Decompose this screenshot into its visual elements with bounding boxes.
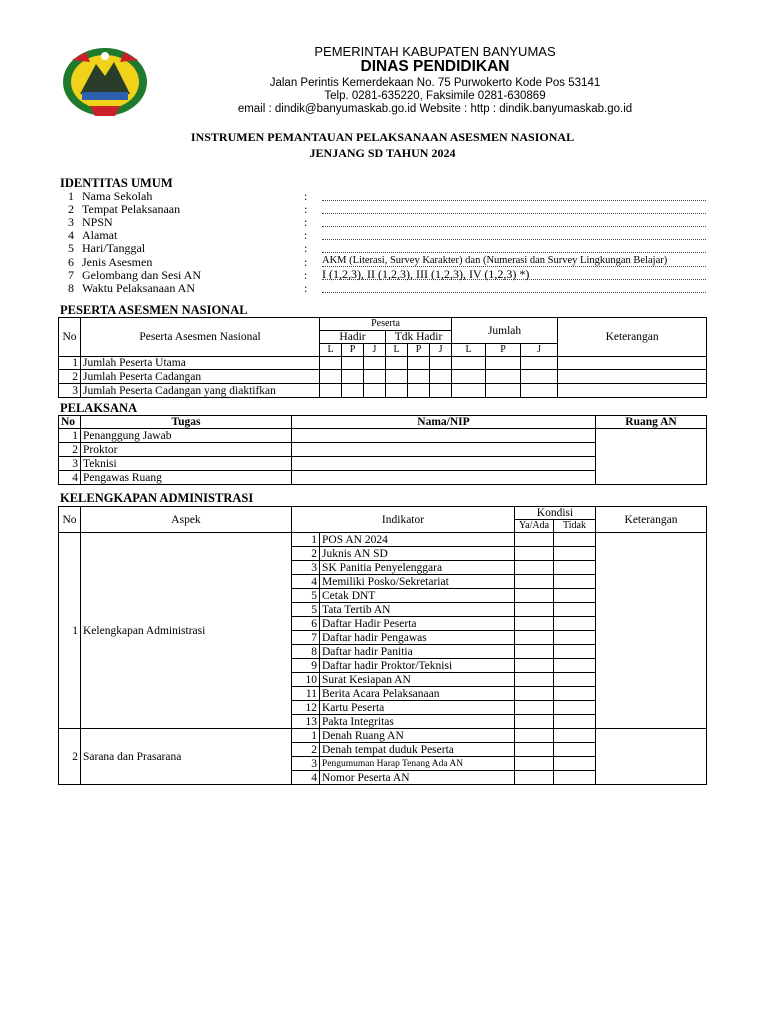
col-no: No bbox=[59, 416, 81, 429]
row-label: Proktor bbox=[81, 443, 292, 457]
tidak-cell[interactable] bbox=[554, 771, 596, 785]
ya-ada-cell[interactable] bbox=[515, 589, 554, 603]
sub-l: L bbox=[386, 344, 408, 357]
cell[interactable] bbox=[558, 384, 707, 398]
row-number: 6 bbox=[68, 255, 74, 269]
cell[interactable] bbox=[521, 384, 558, 398]
colon: : bbox=[304, 189, 308, 203]
cell[interactable] bbox=[521, 370, 558, 384]
cell[interactable] bbox=[386, 384, 408, 398]
col-peserta: Peserta bbox=[320, 318, 452, 331]
header-phone: Telp. 0281-635220, Faksimile 0281-630869 bbox=[324, 90, 546, 102]
row-number: 2 bbox=[68, 202, 74, 216]
section-kelengkapan: KELENGKAPAN ADMINISTRASI bbox=[60, 491, 254, 505]
tidak-cell[interactable] bbox=[554, 715, 596, 729]
tidak-cell[interactable] bbox=[554, 603, 596, 617]
col-tugas: Tugas bbox=[81, 416, 292, 429]
cell[interactable] bbox=[486, 357, 521, 370]
tidak-cell[interactable] bbox=[554, 659, 596, 673]
tidak-cell[interactable] bbox=[554, 561, 596, 575]
section-pelaksana: PELAKSANA bbox=[60, 401, 138, 415]
col-indikator: Indikator bbox=[292, 507, 515, 533]
table-row bbox=[59, 729, 707, 743]
peserta-table bbox=[58, 317, 707, 398]
tidak-cell[interactable] bbox=[554, 757, 596, 771]
ya-ada-cell[interactable] bbox=[515, 701, 554, 715]
tidak-cell[interactable] bbox=[554, 617, 596, 631]
cell[interactable] bbox=[452, 370, 486, 384]
indikator-number: 10 bbox=[292, 673, 320, 687]
ya-ada-cell[interactable] bbox=[515, 603, 554, 617]
nama-nip-cell[interactable] bbox=[292, 471, 596, 485]
ya-ada-cell[interactable] bbox=[515, 575, 554, 589]
indikator-number: 4 bbox=[292, 771, 320, 785]
col-kondisi: Kondisi bbox=[515, 507, 596, 520]
sub-j: J bbox=[521, 344, 558, 357]
row-label: Jenis Asesmen bbox=[82, 255, 153, 269]
indikator-label: Pakta Integritas bbox=[320, 715, 515, 729]
indikator-number: 4 bbox=[292, 575, 320, 589]
table-row bbox=[59, 357, 707, 370]
row-label: Tempat Pelaksanaan bbox=[82, 202, 181, 216]
ya-ada-cell[interactable] bbox=[515, 547, 554, 561]
tidak-cell[interactable] bbox=[554, 687, 596, 701]
indikator-label: Daftar hadir Proktor/Teknisi bbox=[320, 659, 515, 673]
colon: : bbox=[304, 281, 308, 295]
tempat-field[interactable] bbox=[322, 203, 706, 214]
sub-l: L bbox=[320, 344, 342, 357]
section-peserta: PESERTA ASESMEN NASIONAL bbox=[60, 303, 248, 317]
tidak-cell[interactable] bbox=[554, 533, 596, 547]
cell[interactable] bbox=[486, 384, 521, 398]
row-label: Hari/Tanggal bbox=[82, 241, 146, 255]
row-number: 1 bbox=[59, 357, 81, 370]
sub-p: P bbox=[342, 344, 364, 357]
indikator-number: 1 bbox=[292, 729, 320, 743]
tidak-cell[interactable] bbox=[554, 547, 596, 561]
table-row bbox=[59, 429, 707, 443]
row-label: Jumlah Peserta Cadangan bbox=[81, 370, 320, 384]
tidak-cell[interactable] bbox=[554, 743, 596, 757]
header-email: email : dindik@banyumaskab.go.id Website : http : dindik.banyumaskab.go.id bbox=[237, 103, 633, 115]
cell[interactable] bbox=[342, 384, 364, 398]
tidak-cell[interactable] bbox=[554, 673, 596, 687]
cell[interactable] bbox=[430, 370, 452, 384]
col-jumlah: Jumlah bbox=[452, 318, 558, 344]
colon: : bbox=[304, 228, 308, 242]
cell[interactable] bbox=[320, 370, 342, 384]
colon: : bbox=[304, 202, 308, 216]
cell[interactable] bbox=[320, 357, 342, 370]
ya-ada-cell[interactable] bbox=[515, 659, 554, 673]
ya-ada-cell[interactable] bbox=[515, 631, 554, 645]
row-label: NPSN bbox=[82, 215, 113, 229]
indikator-number: 5 bbox=[292, 589, 320, 603]
col-ya-ada: Ya/Ada bbox=[515, 520, 554, 533]
indikator-number: 2 bbox=[292, 743, 320, 757]
tidak-cell[interactable] bbox=[554, 575, 596, 589]
col-keterangan: Keterangan bbox=[596, 507, 707, 533]
sub-l: L bbox=[452, 344, 486, 357]
table-row bbox=[59, 533, 707, 547]
row-label: Nama Sekolah bbox=[82, 189, 153, 203]
hari-tanggal-field[interactable] bbox=[322, 242, 706, 253]
row-number: 7 bbox=[68, 268, 74, 282]
row-label: Pengawas Ruang bbox=[81, 471, 292, 485]
nama-sekolah-field[interactable] bbox=[322, 190, 706, 201]
cell[interactable] bbox=[342, 370, 364, 384]
header-line-1: PEMERINTAH KABUPATEN BANYUMAS bbox=[314, 44, 556, 59]
col-no: No bbox=[59, 318, 81, 357]
doc-title-1: INSTRUMEN PEMANTAUAN PELAKSANAAN ASESMEN NASIONAL bbox=[190, 130, 575, 144]
ya-ada-cell[interactable] bbox=[515, 561, 554, 575]
colon: : bbox=[304, 241, 308, 255]
row-label: Waktu Pelaksanaan AN bbox=[82, 281, 196, 295]
cell[interactable] bbox=[430, 357, 452, 370]
colon: : bbox=[304, 215, 308, 229]
sub-j: J bbox=[430, 344, 452, 357]
ya-ada-cell[interactable] bbox=[515, 687, 554, 701]
indikator-label: Denah Ruang AN bbox=[320, 729, 515, 743]
table-row bbox=[59, 370, 707, 384]
header-address: Jalan Perintis Kemerdekaan No. 75 Purwokerto Kode Pos 53141 bbox=[269, 77, 601, 89]
ruang-an-cell[interactable] bbox=[596, 429, 707, 485]
ya-ada-cell[interactable] bbox=[515, 645, 554, 659]
waktu-field[interactable] bbox=[322, 282, 706, 293]
keterangan-cell[interactable] bbox=[596, 729, 707, 785]
sub-p: P bbox=[408, 344, 430, 357]
ya-ada-cell[interactable] bbox=[515, 743, 554, 757]
cell[interactable] bbox=[558, 370, 707, 384]
banyumas-logo-icon bbox=[60, 42, 150, 120]
row-number: 5 bbox=[68, 241, 74, 255]
indikator-label: Pengumuman Harap Tenang Ada AN bbox=[320, 757, 515, 771]
col-keterangan: Keterangan bbox=[558, 318, 707, 357]
col-nama-nip: Nama/NIP bbox=[292, 416, 596, 429]
row-number: 1 bbox=[68, 189, 74, 203]
row-number: 1 bbox=[59, 429, 81, 443]
table-row bbox=[59, 384, 707, 398]
cell[interactable] bbox=[521, 357, 558, 370]
colon: : bbox=[304, 268, 308, 282]
jenis-asesmen-field[interactable]: AKM (Literasi, Survey Karakter) dan (Numerasi dan Survey Lingkungan Belajar) bbox=[322, 256, 706, 267]
tidak-cell[interactable] bbox=[554, 729, 596, 743]
indikator-number: 1 bbox=[292, 533, 320, 547]
indikator-number: 2 bbox=[292, 547, 320, 561]
section-identitas: IDENTITAS UMUM bbox=[60, 176, 173, 190]
cell[interactable] bbox=[408, 384, 430, 398]
row-number: 4 bbox=[68, 228, 74, 242]
row-label: Alamat bbox=[82, 228, 118, 242]
indikator-label: Denah tempat duduk Peserta bbox=[320, 743, 515, 757]
cell[interactable] bbox=[364, 384, 386, 398]
ya-ada-cell[interactable] bbox=[515, 729, 554, 743]
ya-ada-cell[interactable] bbox=[515, 757, 554, 771]
cell[interactable] bbox=[408, 370, 430, 384]
ya-ada-cell[interactable] bbox=[515, 771, 554, 785]
row-number: 3 bbox=[59, 457, 81, 471]
row-number: 3 bbox=[68, 215, 74, 229]
ya-ada-cell[interactable] bbox=[515, 533, 554, 547]
doc-title-2: JENJANG SD TAHUN 2024 bbox=[309, 146, 456, 160]
cell[interactable] bbox=[386, 357, 408, 370]
row-number: 2 bbox=[59, 370, 81, 384]
ya-ada-cell[interactable] bbox=[515, 617, 554, 631]
cell[interactable] bbox=[558, 357, 707, 370]
nama-nip-cell[interactable] bbox=[292, 443, 596, 457]
indikator-label: SK Panitia Penyelenggara bbox=[320, 561, 515, 575]
indikator-number: 11 bbox=[292, 687, 320, 701]
indikator-number: 6 bbox=[292, 617, 320, 631]
colon: : bbox=[304, 255, 308, 269]
indikator-number: 3 bbox=[292, 561, 320, 575]
indikator-label: Daftar hadir Pengawas bbox=[320, 631, 515, 645]
tidak-cell[interactable] bbox=[554, 589, 596, 603]
row-number: 8 bbox=[68, 281, 74, 295]
indikator-label: Berita Acara Pelaksanaan bbox=[320, 687, 515, 701]
pelaksana-table bbox=[58, 415, 707, 485]
aspek-number: 1 bbox=[59, 533, 81, 729]
gelombang-field[interactable]: I (1,2,3), II (1,2,3), III (1,2,3), IV (1,2,3) *) bbox=[322, 269, 706, 280]
indikator-label: Surat Kesiapan AN bbox=[320, 673, 515, 687]
row-label: Jumlah Peserta Utama bbox=[81, 357, 320, 370]
cell[interactable] bbox=[386, 370, 408, 384]
indikator-label: Daftar Hadir Peserta bbox=[320, 617, 515, 631]
aspek-number: 2 bbox=[59, 729, 81, 785]
col-ruang: Ruang AN bbox=[596, 416, 707, 429]
cell[interactable] bbox=[486, 370, 521, 384]
row-label: Penanggung Jawab bbox=[81, 429, 292, 443]
row-number: 4 bbox=[59, 471, 81, 485]
header-line-2: DINAS PENDIDIKAN bbox=[360, 58, 510, 75]
nama-nip-cell[interactable] bbox=[292, 429, 596, 443]
aspek-label: Kelengkapan Administrasi bbox=[81, 533, 292, 729]
row-number: 3 bbox=[59, 384, 81, 398]
indikator-number: 9 bbox=[292, 659, 320, 673]
cell[interactable] bbox=[452, 357, 486, 370]
cell[interactable] bbox=[364, 370, 386, 384]
indikator-label: POS AN 2024 bbox=[320, 533, 515, 547]
indikator-label: Memiliki Posko/Sekretariat bbox=[320, 575, 515, 589]
indikator-number: 5 bbox=[292, 603, 320, 617]
ya-ada-cell[interactable] bbox=[515, 673, 554, 687]
cell[interactable] bbox=[430, 384, 452, 398]
row-label: Teknisi bbox=[81, 457, 292, 471]
cell[interactable] bbox=[452, 384, 486, 398]
row-number: 2 bbox=[59, 443, 81, 457]
col-tidak: Tidak bbox=[554, 520, 596, 533]
cell[interactable] bbox=[364, 357, 386, 370]
indikator-label: Juknis AN SD bbox=[320, 547, 515, 561]
sub-p: P bbox=[486, 344, 521, 357]
nama-nip-cell[interactable] bbox=[292, 457, 596, 471]
keterangan-cell[interactable] bbox=[596, 533, 707, 729]
indikator-number: 13 bbox=[292, 715, 320, 729]
tidak-cell[interactable] bbox=[554, 645, 596, 659]
cell[interactable] bbox=[342, 357, 364, 370]
indikator-number: 12 bbox=[292, 701, 320, 715]
col-hadir: Hadir bbox=[320, 331, 386, 344]
alamat-field[interactable] bbox=[322, 229, 706, 240]
indikator-label: Kartu Peserta bbox=[320, 701, 515, 715]
indikator-number: 7 bbox=[292, 631, 320, 645]
col-no: No bbox=[59, 507, 81, 533]
col-peserta-name: Peserta Asesmen Nasional bbox=[81, 318, 320, 357]
col-tdk-hadir: Tdk Hadir bbox=[386, 331, 452, 344]
cell[interactable] bbox=[320, 384, 342, 398]
sub-j: J bbox=[364, 344, 386, 357]
indikator-number: 8 bbox=[292, 645, 320, 659]
col-aspek: Aspek bbox=[81, 507, 292, 533]
row-label: Gelombang dan Sesi AN bbox=[82, 268, 201, 282]
kelengkapan-table bbox=[58, 506, 707, 785]
indikator-label: Tata Tertib AN bbox=[320, 603, 515, 617]
indikator-label: Nomor Peserta AN bbox=[320, 771, 515, 785]
tidak-cell[interactable] bbox=[554, 631, 596, 645]
indikator-label: Daftar hadir Panitia bbox=[320, 645, 515, 659]
aspek-label: Sarana dan Prasarana bbox=[81, 729, 292, 785]
indikator-number: 3 bbox=[292, 757, 320, 771]
ya-ada-cell[interactable] bbox=[515, 715, 554, 729]
indikator-label: Cetak DNT bbox=[320, 589, 515, 603]
npsn-field[interactable] bbox=[322, 216, 706, 227]
tidak-cell[interactable] bbox=[554, 701, 596, 715]
row-label: Jumlah Peserta Cadangan yang diaktifkan bbox=[81, 384, 320, 398]
cell[interactable] bbox=[408, 357, 430, 370]
